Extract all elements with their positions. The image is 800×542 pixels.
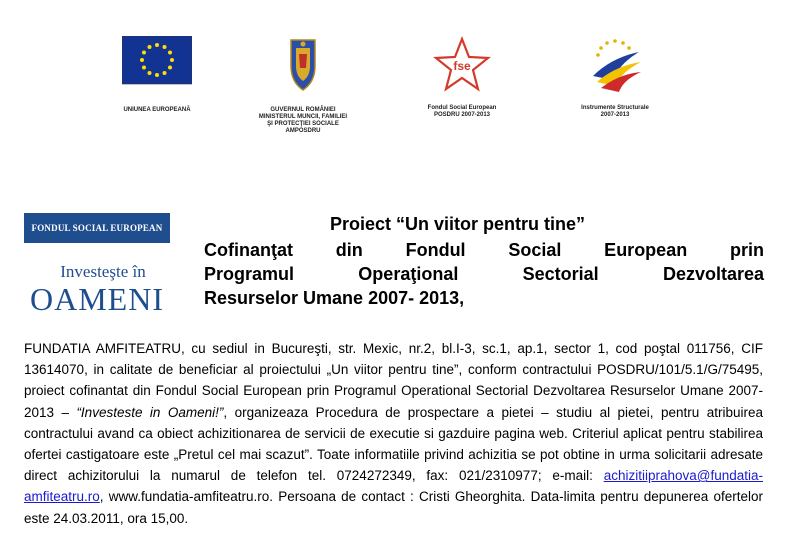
body-text-part2: , organizeaza Procedura de prospectare a pietei – studiu al pietei, pentru atribuirea contractului avand ca obiect achizitionarea de servicii de executie si gazduire pagina web. Criteriul aplicat pentru stabilirea ofertei castigatoare este „Pretul cel mai scazut”. Toate informatiile privind achizitia se pot obtine in urma solicitarii adresate direct achizitorului la numarul de telefon tel. 0724272349, fax: 021/2310977; e-mail: (24, 404, 764, 484)
fse-mark: fse (453, 59, 471, 73)
is-caption-line2: 2007-2013 (600, 112, 630, 118)
eu-caption: UNIUNEA EUROPEANĂ (123, 107, 191, 113)
fse-caption-line1: Fondul Social European (427, 105, 497, 111)
fse-banner: FONDUL SOCIAL EUROPEAN (24, 213, 170, 243)
invest-line2: OAMENI (30, 281, 164, 317)
structural-instruments-icon (585, 36, 645, 94)
gov-caption-line4: AMPOSDRU (285, 128, 321, 134)
gov-caption-line2: MINISTERUL MUNCII, FAMILIEI (258, 114, 348, 120)
cofin-line1: Cofinanţat din Fondul Social European prin (204, 240, 764, 260)
email-link[interactable]: achizitiiprahova@fundatia-amfiteatru.ro (24, 468, 763, 505)
eu-flag-icon (122, 36, 192, 88)
body-text-part1: , cu sediul in Bucureşti, str. Mexic, nr.2, bl.I-3, sc.1, ap.1, sector 1, cod poştal 011756, CIF 13614070, in calitate de beneficiar al proiectului „Un viitor pentru tine”, conform contractului POSDRU/101/5.1/G/75495, proiect cofinantat din Fondul Social European prin Programul Operational Sectorial Dezvoltarea Resurselor Umane 2007-2013 – (24, 341, 763, 420)
invest-line1: Investeşte în (60, 262, 146, 281)
investeste-in-oameni-logo (22, 262, 172, 316)
fse-logo (412, 36, 512, 119)
government-logo (248, 36, 358, 135)
gov-caption-line3: ŞI PROTECŢIEI SOCIALE (267, 121, 339, 127)
instrumente-structurale-logo (565, 36, 665, 119)
announcement-paragraph (24, 338, 763, 529)
is-caption-line1: Instrumente Structurale (581, 105, 649, 111)
gov-caption-line1: GUVERNUL ROMÂNIEI (270, 107, 336, 113)
coat-of-arms-icon (286, 36, 320, 94)
slogan: “Investeste in Oameni!” (76, 404, 224, 420)
organization-name: FUNDATIA AMFITEATRU (24, 341, 181, 356)
project-title: Proiect “Un viitor pentru tine” (330, 214, 586, 234)
cofin-line3: Resurselor Umane 2007- 2013, (204, 288, 465, 308)
body-text-part3: , www.fundatia-amfiteatru.ro. Persoana de contact : Cristi Gheorghita. Data-limita pentru depunerea ofertelor este 24.03.2011, ora 15,00. (24, 489, 763, 526)
cofinancing-heading (204, 238, 764, 310)
cofin-line2: Programul Operaţional Sectorial Dezvoltarea (204, 264, 764, 284)
fse-star-icon (432, 36, 492, 94)
fse-caption-line2: POSDRU 2007-2013 (433, 112, 491, 118)
eu-logo (107, 36, 207, 114)
